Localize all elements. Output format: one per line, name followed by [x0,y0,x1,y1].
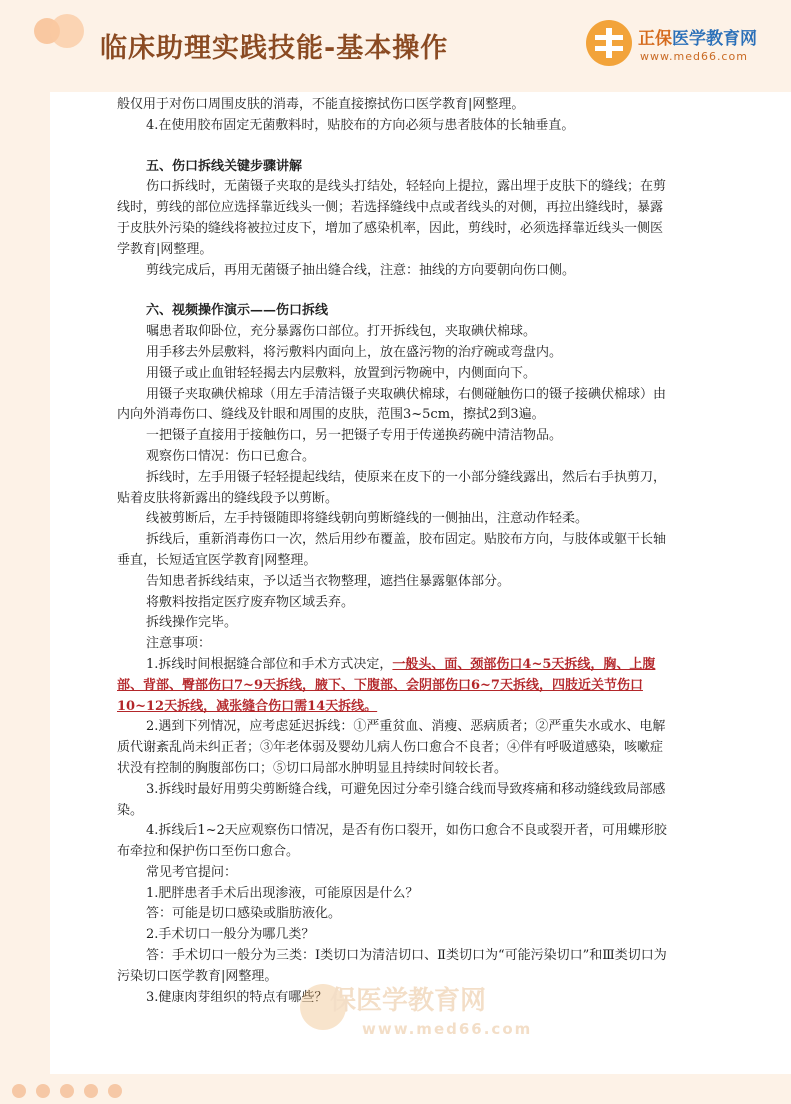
step-item: 线被剪断后，左手持镊随即将缝线朝向剪断缝线的一侧抽出，注意动作轻柔。 [146,511,589,527]
note-item: 3.拆线时最好用剪尖剪断缝合线，可避免因过分牵引缝合线而导致疼痛和移动缝线致局部感染。 [117,781,666,818]
question: 1.肥胖患者手术后出现渗液，可能原因是什么？ [146,885,419,901]
decor-dot [60,1084,74,1098]
page-title: 临床助理实践技能-基本操作 [100,33,449,64]
step-item: 用手移去外层敷料，将污敷料内面向上，放在盛污物的治疗碗或弯盘内。 [146,344,563,360]
watermark-url: www.med66.com [362,1020,533,1038]
notes-label: 注意事项： [146,636,212,652]
highlight-text: 一般头、面、颈部伤口4~5天拆线，胸、上腹部、背部、臀部伤口7~9天拆线，腋下、下腹部、会阴部伤口6~7天拆线，四肢近关节伤口10~12天拆线，减张缝合伤口需14天拆线。 [117,656,656,714]
decor-dot [84,1084,98,1098]
paragraph: 般仅用于对伤口周围皮肤的消毒，不能直接擦拭伤口医学教育|网整理。 [117,97,525,112]
document-body [117,95,675,1008]
paragraph: 剪线完成后，再用无菌镊子抽出缝合线，注意：抽线的方向要朝向伤口侧。 [146,262,576,278]
footer-decoration [0,1076,791,1104]
section-heading: 六、视频操作演示——伤口拆线 [146,303,329,319]
question: 2.手术切口一般分为哪几类？ [146,927,315,943]
step-item: 嘱患者取仰卧位，充分暴露伤口部位。打开拆线包，夹取碘伏棉球。 [146,324,537,340]
step-item: 拆线时，左手用镊子轻轻提起线结，使原来在皮下的一小部分缝线露出，然后右手执剪刀，贴着皮肤将新露出的缝线段予以剪断。 [117,469,667,506]
decor-circle [50,14,84,48]
page-header [0,0,791,90]
brand-logo [586,20,786,70]
logo-url: www.med66.com [640,50,748,63]
step-item: 将敷料按指定医疗废弃物区域丢弃。 [146,594,355,610]
logo-name: 正保医学教育网 [638,29,757,49]
paragraph: 伤口拆线时，无菌镊子夹取的是线头打结处，轻轻向上提拉，露出埋于皮肤下的缝线；在剪线时，剪线的部位应选择靠近线头一侧；若选择缝线中点或者线头的对侧，再拉出缝线时，暴露于皮肤外污染的缝线将被拉过皮下，增加了感染机率，因此，剪线时，必须选择靠近线头一侧医学教育|网整理。 [117,179,667,257]
decor-dot [108,1084,122,1098]
decor-dot [36,1084,50,1098]
step-item: 用镊子夹取碘伏棉球（用左手清洁镊子夹取碘伏棉球，右侧碰触伤口的镊子接碘伏棉球）由内向外消毒伤口、缝线及针眼和周围的皮肤，范围3~5cm，擦拭2到3遍。 [117,386,667,423]
step-item: 告知患者拆线结束，予以适当衣物整理，遮挡住暴露躯体部分。 [146,573,511,589]
answer: 答：可能是切口感染或脂肪液化。 [146,906,342,922]
decor-dot [12,1084,26,1098]
step-item: 观察伤口情况：伤口已愈合。 [146,448,316,464]
questions-label: 常见考官提问： [146,864,238,880]
step-item: 拆线操作完毕。 [146,615,238,631]
section-heading: 五、伤口拆线关键步骤讲解 [146,158,303,174]
note-item: 2.遇到下列情况，应考虑延迟拆线：①严重贫血、消瘦、恶病质者；②严重失水或水、电解质代谢紊乱尚未纠正者；③年老体弱及婴幼儿病人伤口愈合不良者；④伴有呼吸道感染，咳嗽症状没有控制的胸腹部伤口；⑤切口局部水肿明显且持续时间较长者。 [117,719,666,776]
watermark-text: 保医学教育网 [330,986,487,1016]
note-item: 4.拆线后1~2天应观察伤口情况，是否有伤口裂开，如伤口愈合不良或裂开者，可用蝶形胶布牵拉和保护伤口至伤口愈合。 [117,823,667,860]
answer: 答：手术切口一般分为三类：Ⅰ类切口为清洁切口、Ⅱ类切口为“可能污染切口”和Ⅲ类切口为污染切口医学教育|网整理。 [117,948,667,984]
step-item: 一把镊子直接用于接触伤口，另一把镊子专用于传递换药碗中清洁物品。 [146,428,563,444]
note-text: 1.拆线时间根据缝合部位和手术方式决定， [146,656,393,672]
step-item: 用镊子或止血钳轻轻揭去内层敷料，放置到污物碗中，内侧面向下。 [146,365,537,381]
paragraph: 4.在使用胶布固定无菌敷料时，贴胶布的方向必须与患者肢体的长轴垂直。 [146,117,575,133]
logo-mark-icon [586,20,632,66]
question: 3.健康肉芽组织的特点有哪些？ [146,989,328,1005]
note-item [117,655,675,717]
step-item: 拆线后，重新消毒伤口一次，然后用纱布覆盖，胶布固定。贴胶布方向，与肢体或躯干长轴垂直，长短适宜医学教育|网整理。 [117,532,667,568]
